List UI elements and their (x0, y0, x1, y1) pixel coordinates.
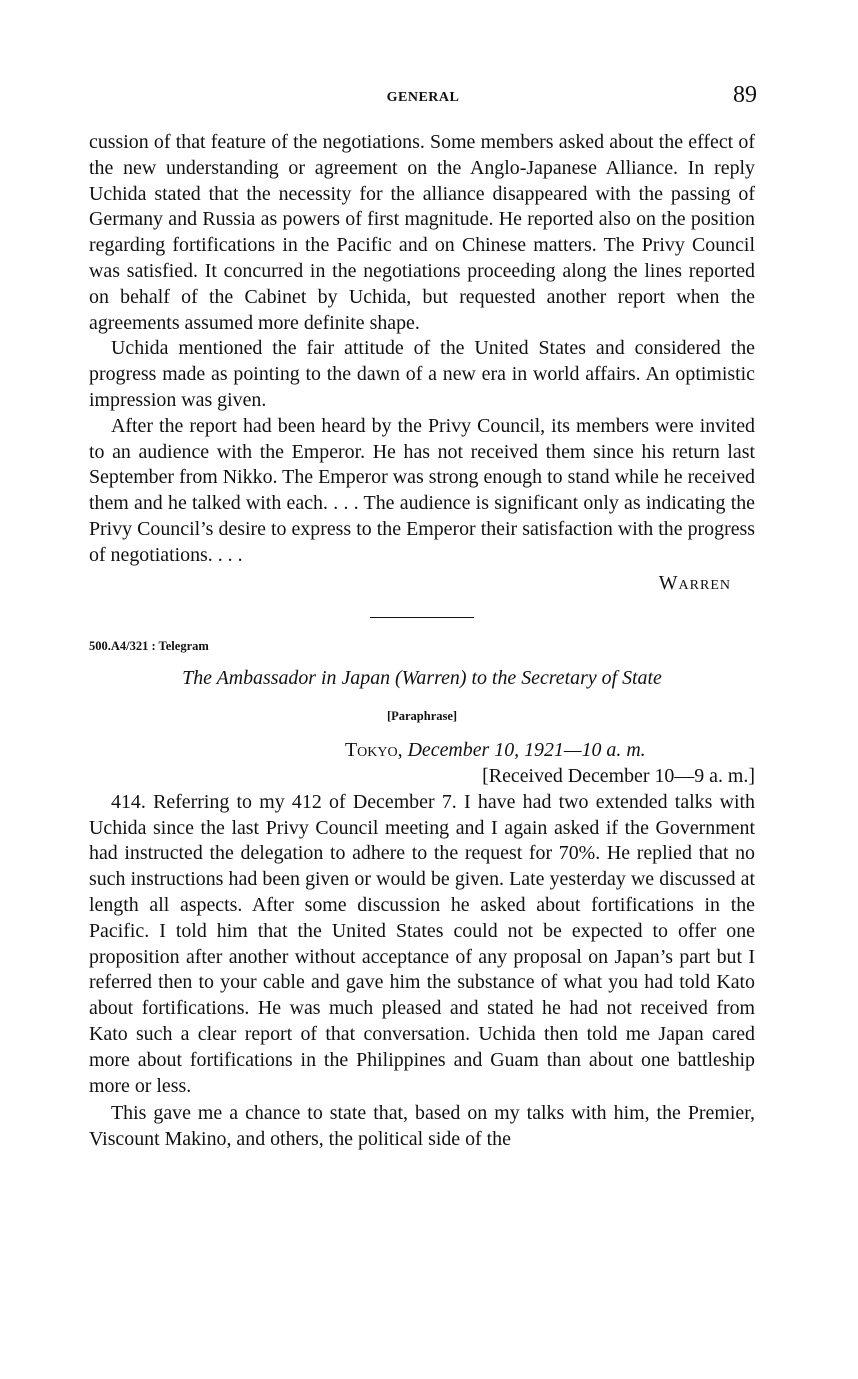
paragraph: Uchida mentioned the fair attitude of the United States and considered the progress made as pointing to the dawn of a new era in world affairs. An optimistic impression was given. (89, 337, 755, 411)
paraphrase-label: [Paraphrase] (386, 709, 458, 724)
running-head: GENERAL (386, 90, 460, 105)
paragraph: This gave me a chance to state that, based on my talks with him, the Premier, Viscount Makino, and others, the political side of the (89, 1102, 755, 1151)
received-note: [Received December 10—9 a. m.] (482, 764, 755, 787)
dateline-place: Tokyo, (345, 739, 403, 762)
dateline (345, 738, 755, 764)
page-number: 89 (733, 82, 757, 108)
page-body (89, 130, 755, 1153)
paragraph: After the report had been heard by the Privy Council, its members were invited to an audience with the Emperor. He has not received them since his return last September from Nikko. The Emperor was strong enough to stand while he received them and he talked with each. . . . The audience is significant only as indicating the Privy Council’s desire to express to the Emperor their satisfaction with the progress of negotiations. . . . (89, 414, 755, 566)
signature: Warren (658, 571, 731, 594)
page-header (89, 82, 757, 112)
paragraph-continued: cussion of that feature of the negotiations. Some members asked about the effect of the new understanding or agreement on the Anglo-Japanese Alliance. In reply Uchida stated that the necessity for the alliance disappeared with the passing of Germany and Russia as powers of first magnitude. He reported also on the position regarding fortifications in the Pacific and on Chinese matters. The Privy Council was satisfied. It concurred in the negotiations proceeding along the lines reported on behalf of the Cabinet by Uchida, but requested another report when the agreements assumed more definite shape. (89, 131, 755, 334)
paragraph: 414. Referring to my 412 of December 7. I have had two extended talks with Uchida since the last Privy Council meeting and I again asked if the Government had instructed the delegation to adhere to the request for 70%. He replied that no such instructions had been given or would be given. Late yesterday we discussed at length all aspects. After some discussion he asked about fortifications in the Pacific. I told him that the United States could not be expected to offer one proposition after another without acceptance of any proposal on Japan’s part but I referred then to your cable and gave him the substance of what you had told Kato about fortifications. He was much pleased and stated he had not received from Kato such a clear report of that conversation. Uchida then told me Japan cared more about fortifications in the Philippines and Guam than about one battleship more or less. (89, 790, 755, 1097)
section-divider (370, 617, 474, 618)
file-reference: 500.A4/321 : Telegram (89, 639, 209, 654)
dateline-date: December 10, 1921—10 a. m. (407, 739, 646, 762)
document-title: The Ambassador in Japan (Warren) to the Secretary of State (182, 667, 662, 690)
